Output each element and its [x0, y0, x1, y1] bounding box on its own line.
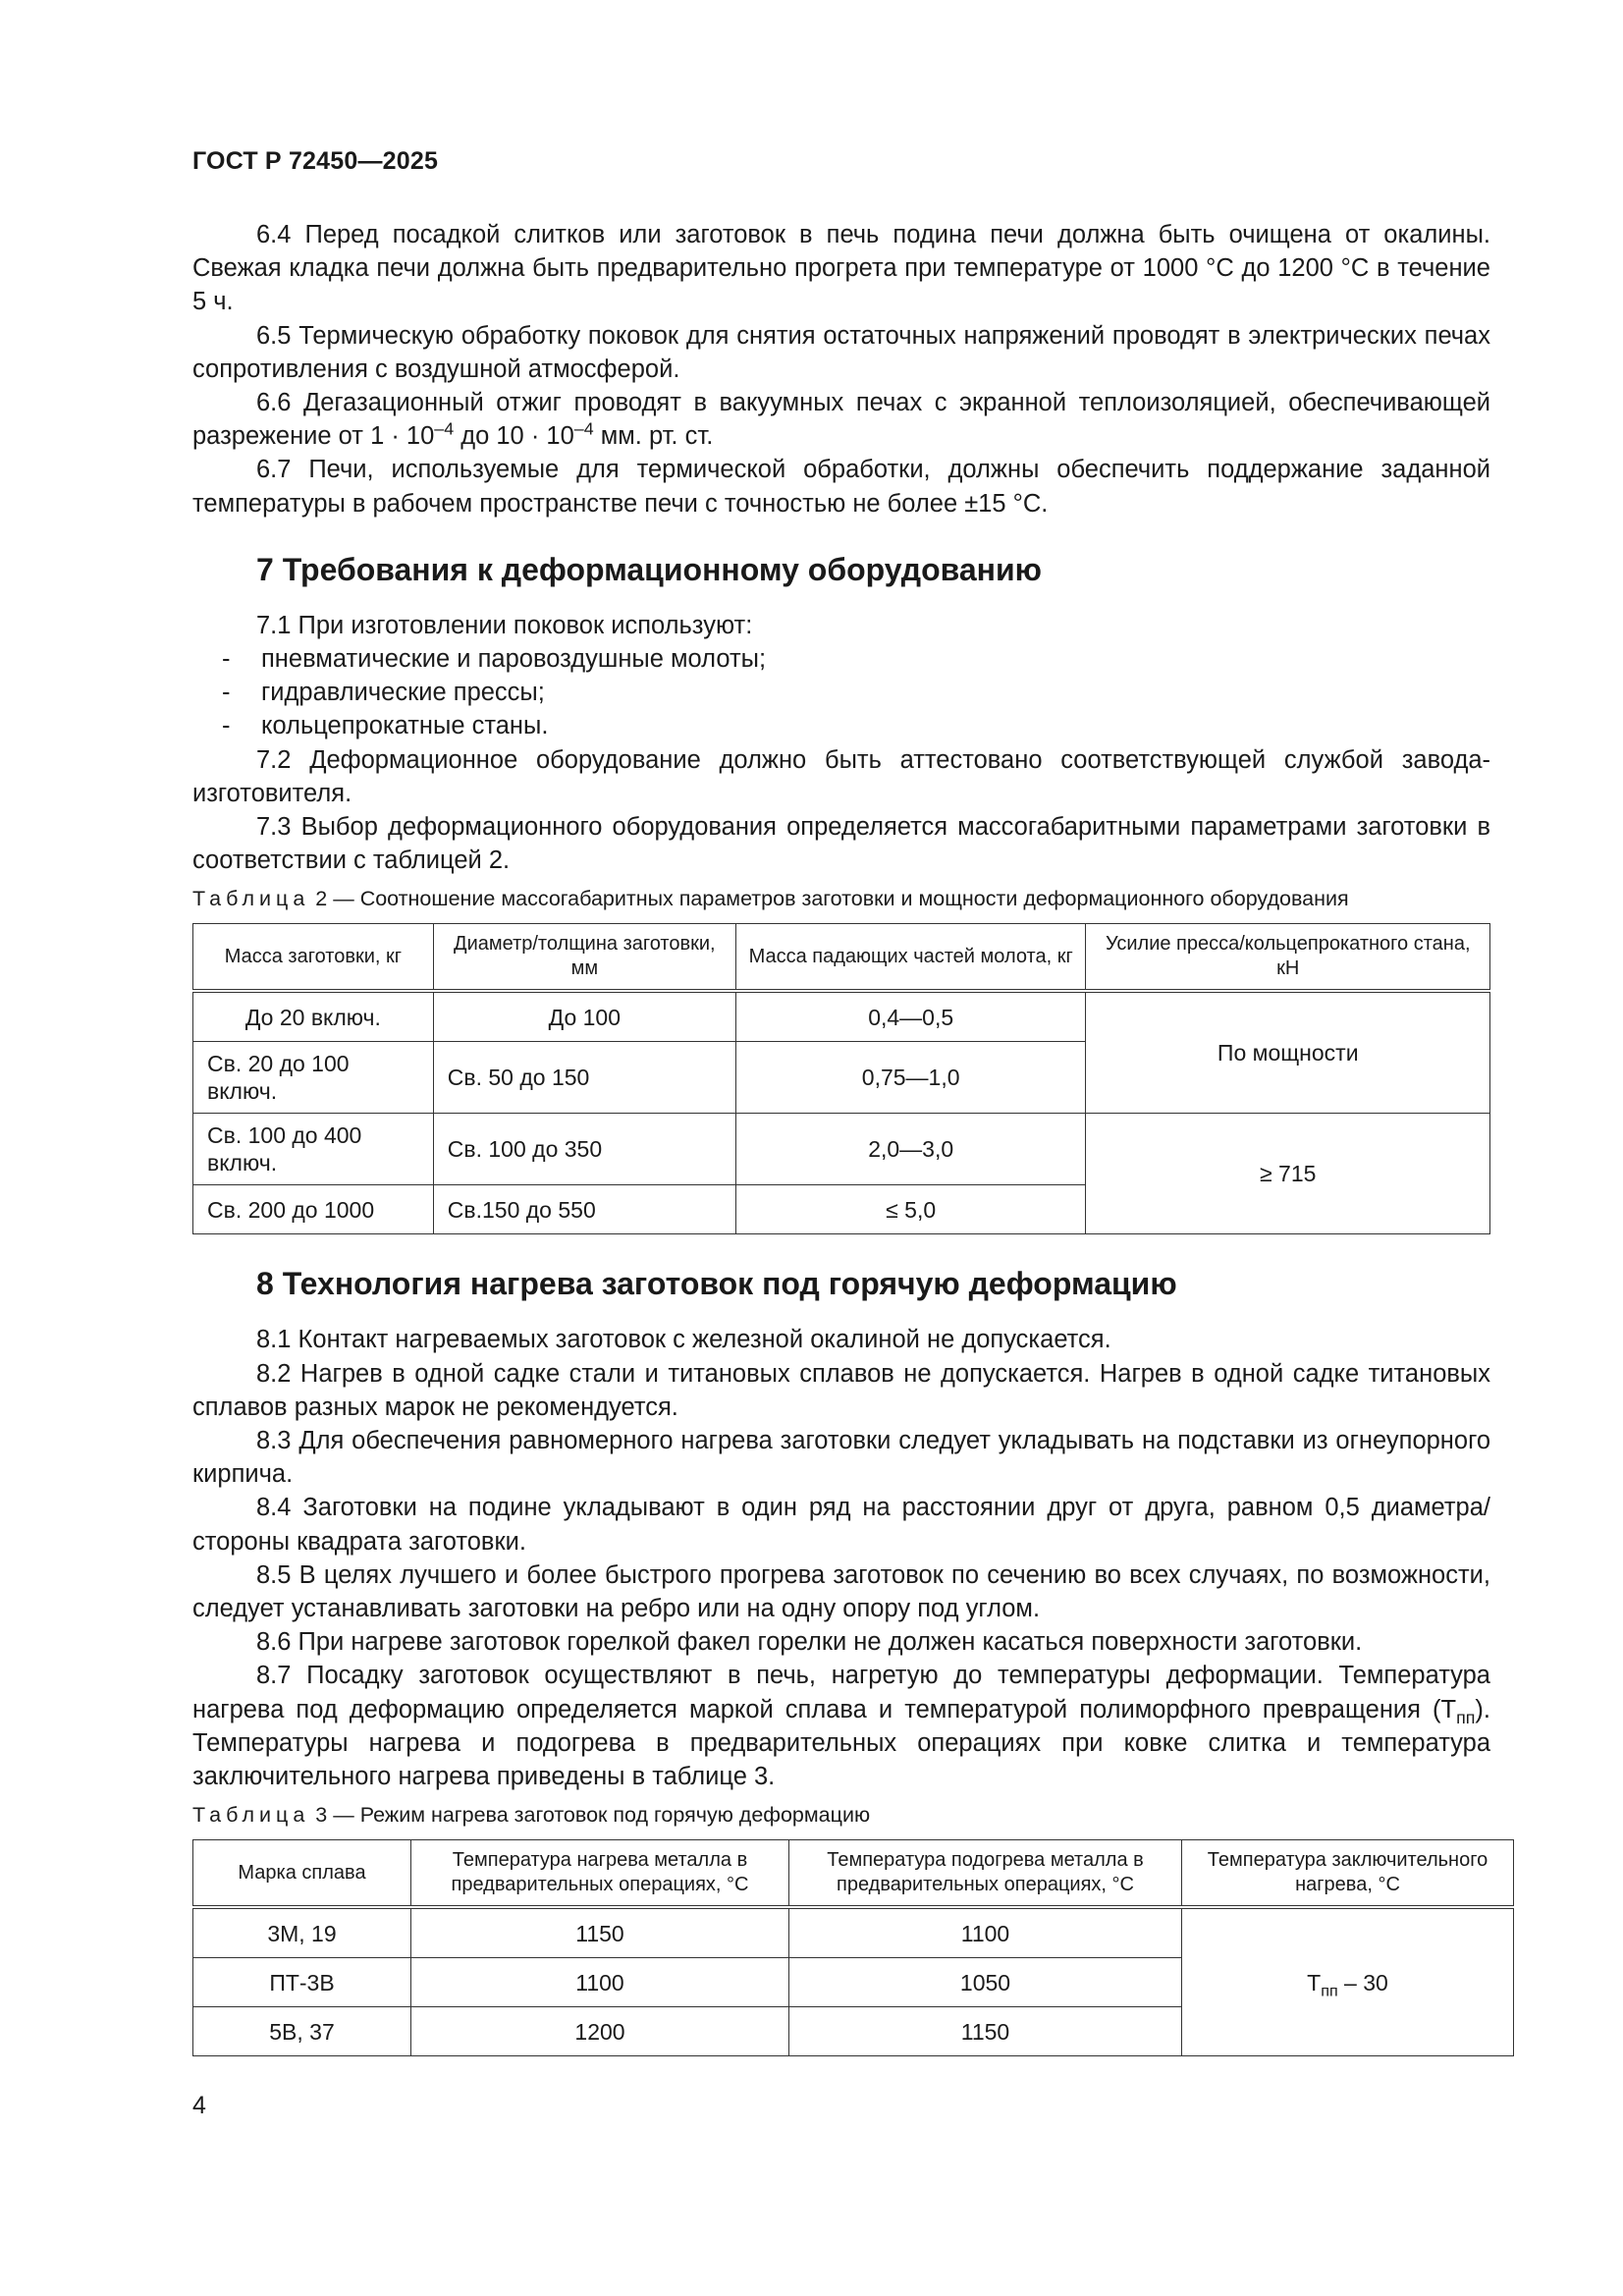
- table-cell: 1100: [789, 1907, 1182, 1958]
- table-cell: 0,75—1,0: [735, 1042, 1086, 1114]
- table-cell: 1150: [789, 2007, 1182, 2056]
- paragraph-7-3: 7.3 Выбор деформационного оборудования определяется массогабаритными параметрами заготовки в соответствии с таблицей 2.: [192, 813, 1490, 875]
- table-cell: До 20 включ.: [193, 991, 434, 1042]
- table-2: [192, 923, 1490, 1234]
- column-header: Температура заключительного нагрева, °С: [1182, 1840, 1514, 1908]
- table-cell: До 100: [433, 991, 735, 1042]
- paragraph-8-4: 8.4 Заготовки на подине укладывают в один ряд на расстоянии друг от друга, равном 0,5 диаметра/стороны квадрата заготовки.: [192, 1494, 1490, 1556]
- table-cell: Св. 50 до 150: [433, 1042, 735, 1114]
- table-3-caption: Таблица 3 — Режим нагрева заготовок под горячую деформацию: [192, 1803, 871, 1828]
- table-cell: Св. 100 до 400 включ.: [193, 1114, 434, 1185]
- table-cell: 1050: [789, 1958, 1182, 2007]
- column-header: Марка сплава: [193, 1840, 411, 1908]
- table-cell: Св. 100 до 350: [433, 1114, 735, 1185]
- table-row: [193, 1114, 1490, 1185]
- column-header: Диаметр/толщина заготовки, мм: [433, 924, 735, 992]
- column-header: Масса падающих частей молота, кг: [735, 924, 1086, 992]
- paragraph-7-2: 7.2 Деформационное оборудование должно быть аттестовано соответствующей службой завода-изготовителя.: [192, 745, 1490, 807]
- list-item: - гидравлические прессы;: [222, 679, 545, 707]
- paragraph-6-6: 6.6 Дегазационный отжиг проводят в вакуумных печах с экранной теплоизоляцией, обеспечивающей разрежение от $1 \cdot 10^{-4}$ до $10 \cdot 10^{-4}$ мм. рт. ст.: [192, 389, 1490, 451]
- paragraph-8-7: 8.7 Посадку заготовок осуществляют в печь, нагретую до температуры деформации. Температура нагрева под деформацию определяется маркой сплава и температурой полиморфного превращения $(Т_{пп})$. Температуры нагрева и подогрева в предварительных операциях при ковке слитка и температура заключительного нагрева приведены в таблице 3.: [192, 1662, 1490, 1791]
- section-7-title: 7 Требования к деформационному оборудованию: [256, 551, 1042, 587]
- paragraph-6-7: 6.7 Печи, используемые для термической обработки, должны обеспечить поддержание заданной температуры в рабочем пространстве печи с точностью не более ±15 °С.: [192, 456, 1490, 518]
- document-page: [192, 147, 1490, 2056]
- list-item: - пневматические и паровоздушные молоты;: [222, 645, 767, 674]
- table-cell: 1150: [411, 1907, 789, 1958]
- table-cell: Св.150 до 550: [433, 1185, 735, 1234]
- table-header-row: [193, 924, 1490, 992]
- list-item: - кольцепрокатные станы.: [222, 712, 549, 740]
- paragraph-8-6: 8.6 При нагреве заготовок горелкой факел горелки не должен касаться поверхности заготовки.: [256, 1628, 1363, 1657]
- paragraph-7-1: 7.1 При изготовлении поковок используют:: [256, 611, 753, 639]
- column-header: Масса заготовки, кг: [193, 924, 434, 992]
- table-cell: 3М, 19: [193, 1907, 411, 1958]
- table-cell-merged: $Т_{пп} - 30$: [1182, 1907, 1514, 2056]
- table-row: [193, 991, 1490, 1042]
- table-3: [192, 1839, 1514, 2056]
- table-cell: Св. 200 до 1000: [193, 1185, 434, 1234]
- paragraph-6-5: 6.5 Термическую обработку поковок для снятия остаточных напряжений проводят в электрических печах сопротивления с воздушной атмосферой.: [192, 321, 1490, 383]
- paragraph-8-5: 8.5 В целях лучшего и более быстрого прогрева заготовок по сечению во всех случаях, по возможности, следует устанавливать заготовки на ребро или на одну опору под углом.: [192, 1560, 1490, 1623]
- section-8-title: 8 Технология нагрева заготовок под горячую деформацию: [256, 1266, 1177, 1302]
- table-cell: ≤ 5,0: [735, 1185, 1086, 1234]
- table-2-caption: Таблица 2 — Соотношение массогабаритных параметров заготовки и мощности деформационного оборудования: [192, 887, 1349, 911]
- table-header-row: [193, 1840, 1514, 1908]
- table-cell-merged: По мощности: [1086, 991, 1490, 1114]
- table-cell-merged: ≥ 715: [1086, 1114, 1490, 1234]
- column-header: Температура подогрева металла в предварительных операциях, °С: [789, 1840, 1182, 1908]
- column-header: Усилие пресса/кольцепрокатного стана, кН: [1086, 924, 1490, 992]
- paragraph-8-2: 8.2 Нагрев в одной садке стали и титановых сплавов не допускается. Нагрев в одной садке титановых сплавов разных марок не рекомендуется.: [192, 1359, 1490, 1421]
- column-header: Температура нагрева металла в предварительных операциях, °С: [411, 1840, 789, 1908]
- page-number: 4: [192, 2092, 206, 2119]
- table-cell: 1200: [411, 2007, 789, 2056]
- paragraph-6-4: 6.4 Перед посадкой слитков или заготовок в печь подина печи должна быть очищена от окалины. Свежая кладка печи должна быть предварительно прогрета при температуре от 1000 °С до 1200 °С в течение 5 ч.: [192, 221, 1490, 316]
- document-header: ГОСТ Р 72450—2025: [192, 147, 439, 175]
- paragraph-8-1: 8.1 Контакт нагреваемых заготовок с железной окалиной не допускается.: [256, 1326, 1111, 1354]
- table-cell: ПТ-3В: [193, 1958, 411, 2007]
- table-cell: 2,0—3,0: [735, 1114, 1086, 1185]
- table-cell: 1100: [411, 1958, 789, 2007]
- table-row: [193, 1907, 1514, 1958]
- table-cell: 0,4—0,5: [735, 991, 1086, 1042]
- table-cell: 5В, 37: [193, 2007, 411, 2056]
- paragraph-8-3: 8.3 Для обеспечения равномерного нагрева заготовки следует укладывать на подставки из огнеупорного кирпича.: [192, 1427, 1490, 1489]
- table-cell: Св. 20 до 100 включ.: [193, 1042, 434, 1114]
